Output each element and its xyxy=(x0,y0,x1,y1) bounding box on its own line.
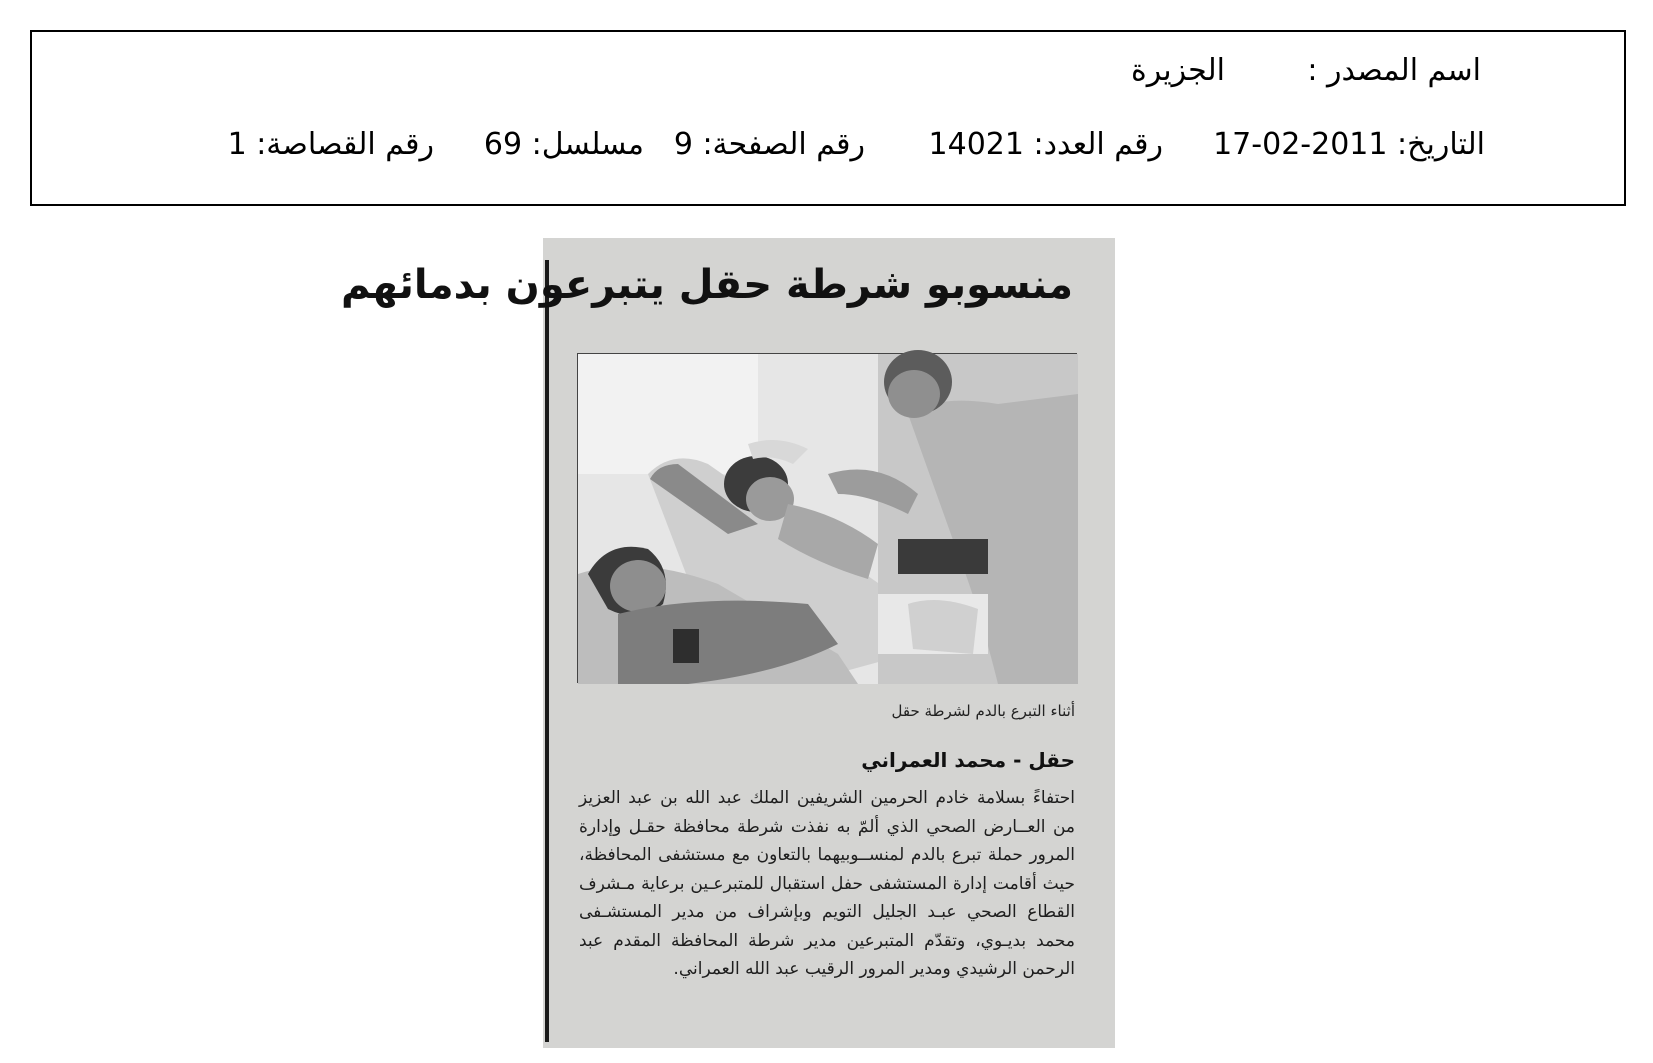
date-field: التاريخ: 2011-02-17 xyxy=(1213,127,1485,162)
page-number-field: رقم الصفحة: 9 xyxy=(673,127,865,162)
source-value: الجزيرة xyxy=(1130,53,1225,88)
article-body: احتفاءً بسلامة خادم الحرمين الشريفين الملك عبد الله بن عبد العزيز من العــارض الصحي الذي ألمّ به نفذت شرطة محافظة حقـل وإدارة المرور حملة تبرع بالدم لمنســوبيهما بالتعاون مع مستشفى المحافظة، حيث أقامت إدارة المستشفى حفل استقبال للمتبرعـين برعاية مـشرف القطاع الصحي عبـد الجليل التويم وبإشراف من مدير المستشـفى محمد بديـوي، وتقدّم المتبرعين مدير شرطة المحافظة المقدم عبد الرحمن الرشيدي ومدير المرور الرقيب عبد الله العمراني. xyxy=(579,788,1075,979)
article-photo xyxy=(577,353,1077,683)
source-label: اسم المصدر : xyxy=(1307,53,1481,88)
clip-number-field: رقم القصاصة: 1 xyxy=(227,127,434,162)
issue-number-field: رقم العدد: 14021 xyxy=(928,127,1163,162)
serial-field: مسلسل: 69 xyxy=(483,127,644,162)
newspaper-clipping xyxy=(341,238,1115,1048)
article-headline: منسوبو شرطة حقل يتبرعون بدمائهم xyxy=(341,262,1073,308)
column-rule xyxy=(545,260,549,1042)
article-byline: حقل - محمد العمراني xyxy=(861,748,1075,772)
photo-caption: أثناء التبرع بالدم لشرطة حقل xyxy=(891,702,1075,720)
blood-donation-photo xyxy=(578,354,1078,684)
